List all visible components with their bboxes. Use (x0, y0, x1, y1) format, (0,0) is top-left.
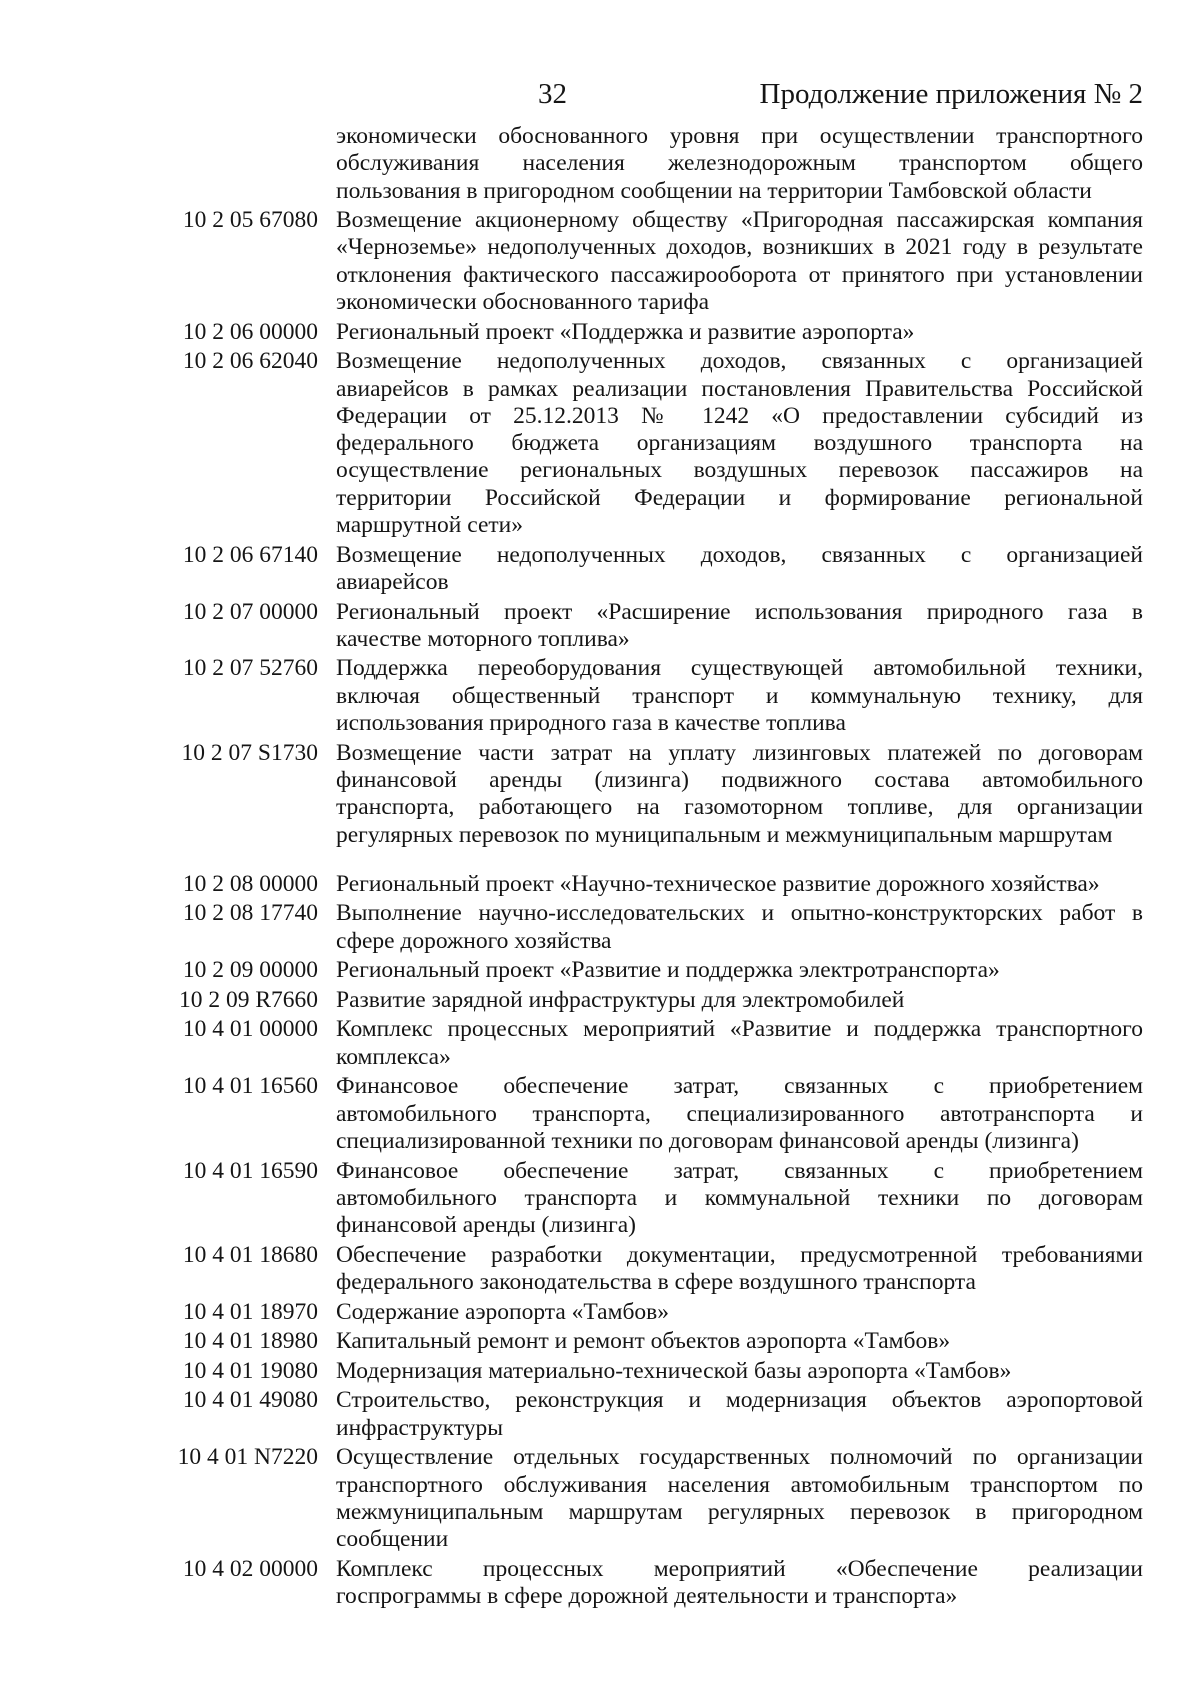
entry-description (336, 740, 1143, 849)
description-line: Строительство, реконструкция и модернизация объектов аэропортовой (336, 1387, 1143, 1414)
description-line: Возмещение акционерному обществу «Пригородная пассажирская компания (336, 207, 1143, 234)
entry-code: 10 2 09 00000 (182, 957, 318, 984)
description-line: экономически обоснованного уровня при осуществлении транспортного (336, 123, 1143, 149)
entry-10-2-07-s1730 (158, 740, 1143, 849)
entry-description (336, 1016, 1143, 1071)
description-line: специализированной техники по договорам финансовой аренды (лизинга) (336, 1127, 1079, 1154)
entry-description (336, 871, 1143, 898)
description-line: Региональный проект «Расширение использования природного газа в (336, 598, 1143, 625)
entry-description (336, 1556, 1143, 1611)
entry-10-4-01-n7220 (158, 1444, 1143, 1553)
entry-code: 10 4 01 18680 (182, 1241, 318, 1268)
entry-description (336, 957, 1143, 984)
description-line: качестве моторного топлива» (336, 625, 630, 652)
entry-10-2-06-67140 (158, 542, 1143, 597)
entry-code: 10 4 01 16560 (182, 1073, 318, 1100)
entry-10-2-07-52760 (158, 655, 1143, 737)
description-line: авиарейсов (336, 568, 449, 595)
description-line: территории Российской Федерации и формирование региональной (336, 484, 1143, 511)
code-cell-empty (158, 123, 318, 205)
entry-10-4-01-16590 (158, 1158, 1143, 1240)
entry-description (336, 319, 1143, 346)
entry-description (336, 900, 1143, 955)
entry-10-4-01-18970 (158, 1299, 1143, 1326)
description-line: транспортного обслуживания населения автомобильным транспортом по (336, 1471, 1143, 1498)
entry-10-4-01-00000 (158, 1016, 1143, 1071)
description-line: федерального законодательства в сфере воздушного транспорта (336, 1269, 976, 1296)
entry-10-4-01-18980 (158, 1328, 1143, 1355)
entry-code: 10 4 02 00000 (182, 1555, 318, 1582)
entry-description (336, 1358, 1143, 1385)
entry-description (336, 1073, 1143, 1155)
description-line: экономически обоснованного тарифа (336, 289, 710, 316)
description-line: федерального бюджета организациям воздушного транспорта на (336, 430, 1143, 457)
description-line: Региональный проект «Научно-техническое развитие дорожного хозяйства» (336, 870, 1100, 897)
description-line: Региональный проект «Развитие и поддержка электротранспорта» (336, 957, 1000, 984)
entry-description (336, 655, 1143, 737)
entry-code: 10 4 01 00000 (182, 1016, 318, 1043)
description-line: Осуществление отдельных государственных полномочий по организации (336, 1444, 1143, 1471)
entry-description (336, 348, 1143, 539)
entry-description (336, 207, 1143, 316)
description-line: автомобильного транспорта, специализированного автотранспорта и (336, 1100, 1143, 1127)
description-line: сообщении (336, 1526, 449, 1553)
entry-description (336, 1387, 1143, 1442)
entry-description (336, 1444, 1143, 1553)
entry-description (336, 987, 1143, 1014)
entry-10-2-06-62040 (158, 348, 1143, 539)
entry-code: 10 2 07 00000 (182, 598, 318, 625)
description-line: авиарейсов в рамках реализации постановления Правительства Российской (336, 375, 1143, 402)
description-line: межмуниципальным маршрутам регулярных перевозок в пригородном (336, 1498, 1143, 1525)
entry-10-4-01-19080 (158, 1358, 1143, 1385)
description-line: транспорта, работающего на газомоторном топливе, для организации (336, 794, 1143, 821)
entry-description (336, 542, 1143, 597)
entry-10-4-01-16560 (158, 1073, 1143, 1155)
entry-continuation (158, 123, 1143, 205)
entry-code: 10 4 01 16590 (182, 1157, 318, 1184)
page-number: 32 (538, 78, 567, 110)
description-line: Развитие зарядной инфраструктуры для электромобилей (336, 986, 905, 1013)
entry-code: 10 4 01 49080 (182, 1387, 318, 1414)
description-line: Комплекс процессных мероприятий «Развитие и поддержка транспортного (336, 1016, 1143, 1043)
description-line: комплекса» (336, 1043, 451, 1070)
entry-code: 10 4 01 N7220 (177, 1444, 318, 1471)
entry-description (336, 123, 1143, 205)
description-line: финансовой аренды (лизинга) подвижного состава автомобильного (336, 766, 1143, 793)
entry-description (336, 599, 1143, 654)
description-line: Поддержка переоборудования существующей автомобильной техники, (336, 655, 1143, 682)
description-line: Региональный проект «Поддержка и развитие аэропорта» (336, 318, 915, 345)
entry-10-2-09-00000 (158, 957, 1143, 984)
entry-code: 10 4 01 19080 (182, 1357, 318, 1384)
description-line: Модернизация материально-технической базы аэропорта «Тамбов» (336, 1357, 1012, 1384)
entry-code: 10 4 01 18970 (182, 1298, 318, 1325)
entry-code: 10 2 06 62040 (182, 348, 318, 375)
entry-10-2-07-00000 (158, 599, 1143, 654)
description-line: Содержание аэропорта «Тамбов» (336, 1298, 670, 1325)
entry-code: 10 2 06 00000 (182, 318, 318, 345)
entry-description (336, 1299, 1143, 1326)
description-line: госпрограммы в сфере дорожной деятельности и транспорта» (336, 1583, 958, 1610)
budget-code-list (158, 123, 1143, 1610)
description-line: пользования в пригородном сообщении на территории Тамбовской области (336, 177, 1092, 204)
entry-10-2-09-r7660 (158, 987, 1143, 1014)
description-line: обслуживания населения железнодорожным транспортом общего (336, 150, 1143, 177)
description-line: сфере дорожного хозяйства (336, 927, 612, 954)
entry-code: 10 2 09 R7660 (178, 986, 318, 1013)
entry-description (336, 1242, 1143, 1297)
description-line: регулярных перевозок по муниципальным и межмуниципальным маршрутам (336, 821, 1113, 848)
description-line: использования природного газа в качестве топлива (336, 710, 846, 737)
entry-10-2-08-17740 (158, 900, 1143, 955)
description-line: Обеспечение разработки документации, предусмотренной требованиями (336, 1241, 1143, 1268)
description-line: осуществление региональных воздушных перевозок пассажиров на (336, 457, 1143, 484)
description-line: включая общественный транспорт и коммунальную технику, для (336, 682, 1143, 709)
entry-code: 10 4 01 18980 (182, 1328, 318, 1355)
description-line: Возмещение недополученных доходов, связанных с организацией (336, 348, 1143, 375)
description-line: Возмещение недополученных доходов, связанных с организацией (336, 541, 1143, 568)
entry-10-4-01-18680 (158, 1242, 1143, 1297)
entry-10-2-06-00000 (158, 319, 1143, 346)
entry-description (336, 1158, 1143, 1240)
entry-10-2-05-67080 (158, 207, 1143, 316)
description-line: маршрутной сети» (336, 512, 523, 539)
description-line: финансовой аренды (лизинга) (336, 1212, 636, 1239)
entry-code: 10 2 07 S1730 (181, 739, 318, 766)
entry-10-4-01-49080 (158, 1387, 1143, 1442)
entry-code: 10 2 08 00000 (182, 870, 318, 897)
description-line: Капитальный ремонт и ремонт объектов аэропорта «Тамбов» (336, 1328, 951, 1355)
description-line: автомобильного транспорта и коммунальной техники по договорам (336, 1184, 1143, 1211)
entry-code: 10 2 05 67080 (182, 207, 318, 234)
description-line: Возмещение части затрат на уплату лизинговых платежей по договорам (336, 739, 1143, 766)
entry-code: 10 2 08 17740 (182, 900, 318, 927)
description-line: Комплекс процессных мероприятий «Обеспечение реализации (336, 1555, 1143, 1582)
description-line: Финансовое обеспечение затрат, связанных с приобретением (336, 1073, 1143, 1100)
description-line: Федерации от 25.12.2013 № 1242 «О предоставлении субсидий из (336, 402, 1143, 429)
entry-10-4-02-00000 (158, 1556, 1143, 1611)
entry-description (336, 1328, 1143, 1355)
appendix-continuation-title: Продолжение приложения № 2 (759, 78, 1143, 110)
entry-code: 10 2 06 67140 (182, 541, 318, 568)
description-line: «Черноземье» недополученных доходов, возникших в 2021 году в результате (336, 234, 1143, 261)
entry-code: 10 2 07 52760 (182, 655, 318, 682)
description-line: инфраструктуры (336, 1414, 504, 1441)
description-line: Выполнение научно-исследовательских и опытно-конструкторских работ в (336, 900, 1143, 927)
description-line: отклонения фактического пассажирооборота от принятого при установлении (336, 261, 1143, 288)
entry-10-2-08-00000 (158, 871, 1143, 898)
description-line: Финансовое обеспечение затрат, связанных с приобретением (336, 1157, 1143, 1184)
